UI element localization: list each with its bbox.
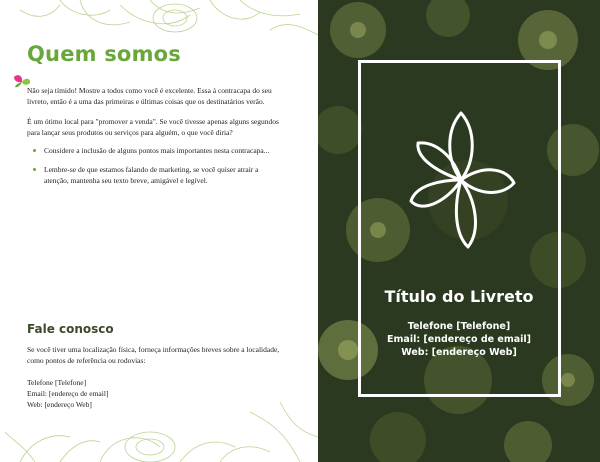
cover-web: Web: [endereço Web] — [401, 347, 517, 358]
flower-outline-icon — [406, 105, 516, 255]
contact-paragraph: Se você tiver uma localização física, forneça informações breves sobre a localidade, como pontos de referência ou rodovias: — [27, 345, 280, 365]
promo-paragraph: É um ótimo local para "promover a venda". Se você tivesse apenas alguns segundos para lançar seus produtos ou serviços para alguém, o que você diria? — [27, 117, 279, 137]
intro-paragraph: Não seja tímido! Mostre a todos como você é excelente. Essa á contracapa do seu livreto, então é a uma das primeiras e últimas coisas que os destinatários verão. — [27, 86, 272, 106]
list-item-text: Considere a inclusão de alguns pontos mais importantes nesta contracapa... — [44, 146, 270, 155]
contact-details — [27, 377, 108, 410]
list-item — [27, 145, 282, 156]
front-cover-page — [318, 0, 600, 462]
list-item-text: Lembre-se de que estamos falando de marketing, se você quiser atrair a atenção, mantenha seu texto breve, amigável e legível. — [44, 165, 259, 185]
booklet-title: Título do Livreto — [384, 287, 534, 306]
cover-email: Email: [endereço de email] — [387, 334, 531, 345]
contact-web: Web: [endereço Web] — [27, 400, 92, 409]
bullet-icon — [33, 149, 36, 152]
contact-heading: Fale conosco — [27, 322, 114, 336]
contact-phone: Telefone [Telefone] — [27, 378, 87, 387]
tips-list — [27, 145, 282, 194]
list-item — [27, 164, 282, 186]
contact-email: Email: [endereço de email] — [27, 389, 109, 398]
cover-phone: Telefone [Telefone] — [407, 321, 511, 332]
page-title: Quem somos — [27, 42, 181, 66]
bullet-icon — [33, 168, 36, 171]
